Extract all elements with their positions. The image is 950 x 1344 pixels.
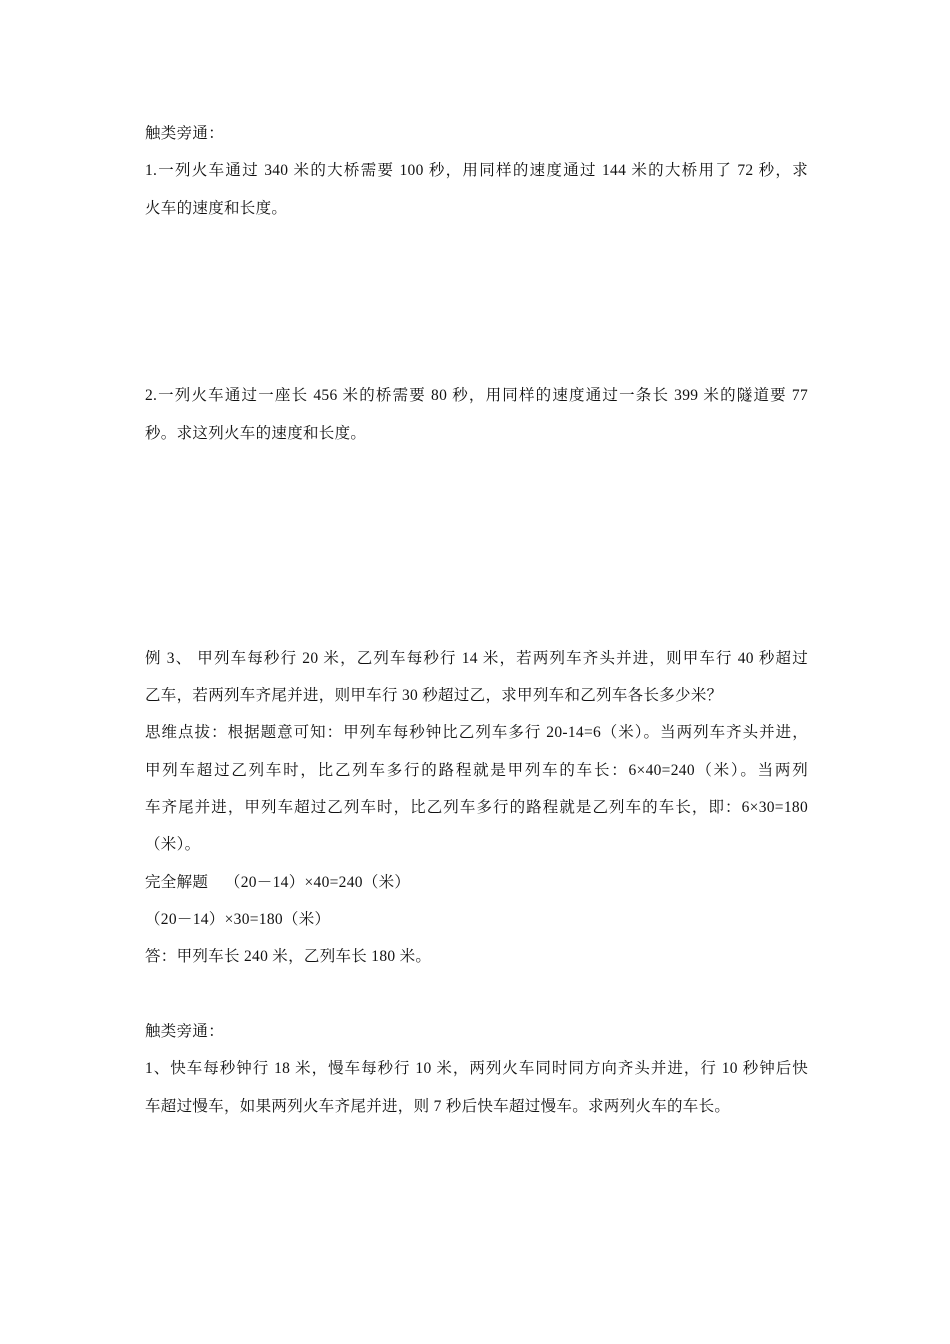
problem-3-line-2: 车超过慢车，如果两列火车齐尾并进，则 7 秒后快车超过慢车。求两列火车的车长。 bbox=[145, 1098, 731, 1115]
solution-line-2: （20－14）×30=180（米） bbox=[145, 911, 331, 928]
example-3-line-1: 例 3、 甲列车每秒行 20 米，乙列车每秒行 14 米，若两列车齐头并进，则甲车行 40 秒超过 bbox=[145, 650, 808, 667]
section-heading: 触类旁通： bbox=[145, 1023, 225, 1040]
problem-1-line-2: 火车的速度和长度。 bbox=[145, 200, 288, 217]
problem-1-line-1: 1.一列火车通过 340 米的大桥需要 100 秒，用同样的速度通过 144 米的大桥用了 72 秒，求 bbox=[145, 162, 808, 179]
analysis-line-4: （米）。 bbox=[145, 836, 201, 853]
analysis-line-3: 车齐尾并进，甲列车超过乙列车时，比乙列车多行的路程就是乙列车的车长，即：6×30=180 bbox=[145, 799, 808, 816]
problem-2-line-2: 秒。求这列火车的速度和长度。 bbox=[145, 425, 367, 442]
analysis-line-1: 思维点拔：根据题意可知：甲列车每秒钟比乙列车多行 20-14=6（米）。当两列车齐头并进， bbox=[145, 724, 808, 741]
answer-line: 答：甲列车长 240 米，乙列车长 180 米。 bbox=[145, 948, 432, 965]
solution-line-1: 完全解题 （20－14）×40=240（米） bbox=[145, 874, 411, 891]
problem-2-line-1: 2.一列火车通过一座长 456 米的桥需要 80 秒，用同样的速度通过一条长 399 米的隧道要 77 bbox=[145, 387, 808, 404]
analysis-line-2: 甲列车超过乙列车时，比乙列车多行的路程就是甲列车的车长：6×40=240（米）。当两列 bbox=[145, 762, 808, 779]
problem-3-line-1: 1、快车每秒钟行 18 米，慢车每秒行 10 米，两列火车同时同方向齐头并进，行 10 秒钟后快 bbox=[145, 1060, 808, 1077]
section-heading: 触类旁通： bbox=[145, 125, 225, 142]
example-3-line-2: 乙车，若两列车齐尾并进，则甲车行 30 秒超过乙，求甲列车和乙列车各长多少米？ bbox=[145, 687, 723, 704]
